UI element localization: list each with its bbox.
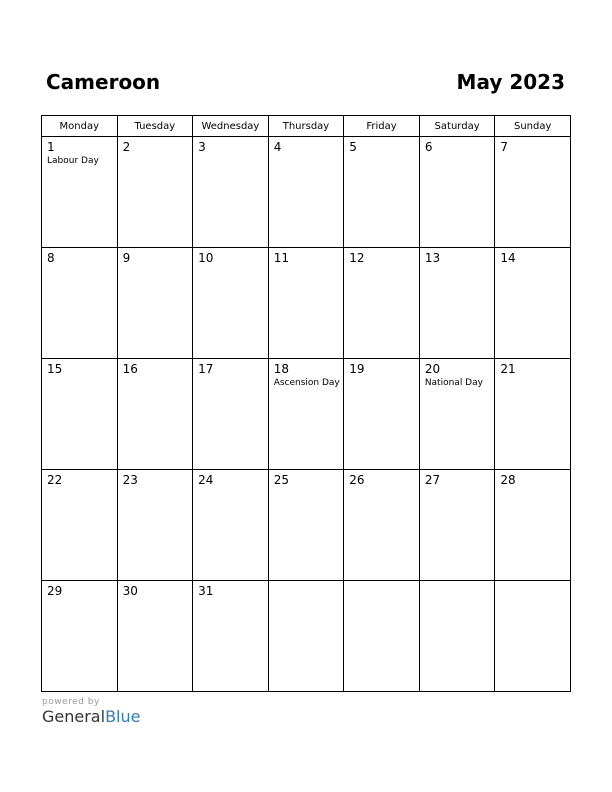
day-cell — [42, 248, 118, 359]
brand-blue: Blue — [105, 707, 141, 726]
day-number: 28 — [500, 473, 516, 487]
day-cell — [268, 248, 344, 359]
day-cell — [419, 470, 495, 581]
day-cell — [268, 581, 344, 692]
day-cell — [344, 137, 420, 248]
day-number: 4 — [273, 140, 282, 154]
generalblue-logo — [42, 707, 140, 726]
weekday-tuesday: Tuesday — [117, 116, 193, 137]
day-cell — [268, 359, 344, 470]
day-number: 18 — [273, 362, 289, 376]
weekday-thursday: Thursday — [268, 116, 344, 137]
day-cell — [495, 359, 571, 470]
day-number: 25 — [273, 473, 289, 487]
calendar-grid — [41, 115, 571, 692]
day-cell — [419, 137, 495, 248]
day-cell — [495, 581, 571, 692]
holiday-label: Labour Day — [47, 156, 99, 166]
day-number: 12 — [349, 251, 365, 265]
day-number: 8 — [47, 251, 55, 265]
weekday-header-row — [42, 116, 571, 137]
day-cell — [117, 248, 193, 359]
day-number: 20 — [424, 362, 441, 376]
day-cell — [193, 581, 269, 692]
day-number: 5 — [349, 140, 357, 154]
day-cell — [117, 359, 193, 470]
day-cell — [117, 137, 193, 248]
day-number: 6 — [424, 140, 433, 154]
day-number: 7 — [500, 140, 509, 154]
day-cell — [495, 248, 571, 359]
day-cell — [117, 470, 193, 581]
day-cell — [117, 581, 193, 692]
week-row — [42, 137, 571, 248]
brand-general: General — [42, 707, 106, 726]
day-cell — [344, 470, 420, 581]
calendar-header — [46, 70, 565, 100]
week-row — [42, 581, 571, 692]
weekday-friday: Friday — [344, 116, 420, 137]
day-number: 15 — [47, 362, 63, 376]
day-cell — [193, 470, 269, 581]
day-number: 22 — [47, 473, 63, 487]
day-number: 24 — [198, 473, 214, 487]
day-cell — [344, 581, 420, 692]
day-number: 1 — [47, 140, 55, 154]
day-cell — [419, 581, 495, 692]
day-cell — [344, 248, 420, 359]
month-year-title: May 2023 — [456, 70, 565, 94]
day-number: 21 — [500, 362, 516, 376]
day-number: 17 — [198, 362, 214, 376]
day-number: 30 — [122, 584, 138, 598]
day-number: 27 — [424, 473, 441, 487]
day-number: 9 — [122, 251, 131, 265]
weekday-wednesday: Wednesday — [193, 116, 269, 137]
day-cell — [42, 581, 118, 692]
day-cell — [495, 470, 571, 581]
weekday-saturday: Saturday — [419, 116, 495, 137]
day-cell — [268, 137, 344, 248]
day-number: 29 — [47, 584, 63, 598]
day-number: 19 — [349, 362, 365, 376]
day-cell — [42, 470, 118, 581]
day-number: 13 — [424, 251, 441, 265]
day-cell — [193, 137, 269, 248]
day-cell — [193, 248, 269, 359]
day-number: 26 — [349, 473, 365, 487]
day-number: 3 — [198, 140, 206, 154]
day-cell — [495, 137, 571, 248]
powered-by-text: powered by — [42, 697, 100, 707]
day-number: 14 — [500, 251, 516, 265]
day-number: 2 — [122, 140, 131, 154]
day-cell — [419, 359, 495, 470]
day-number: 31 — [198, 584, 214, 598]
weekday-monday: Monday — [42, 116, 118, 137]
footer-branding — [42, 697, 140, 726]
holiday-label: Ascension Day — [273, 378, 340, 388]
calendar-body — [42, 137, 571, 692]
week-row — [42, 470, 571, 581]
day-number: 10 — [198, 251, 214, 265]
holiday-label: National Day — [424, 378, 483, 388]
day-cell — [42, 359, 118, 470]
day-cell — [42, 137, 118, 248]
country-title: Cameroon — [46, 70, 161, 94]
day-cell — [193, 359, 269, 470]
day-number: 16 — [122, 362, 138, 376]
day-cell — [419, 248, 495, 359]
week-row — [42, 359, 571, 470]
day-number: 23 — [122, 473, 138, 487]
week-row — [42, 248, 571, 359]
day-cell — [268, 470, 344, 581]
day-cell — [344, 359, 420, 470]
day-number: 11 — [273, 251, 289, 265]
weekday-sunday: Sunday — [495, 116, 571, 137]
